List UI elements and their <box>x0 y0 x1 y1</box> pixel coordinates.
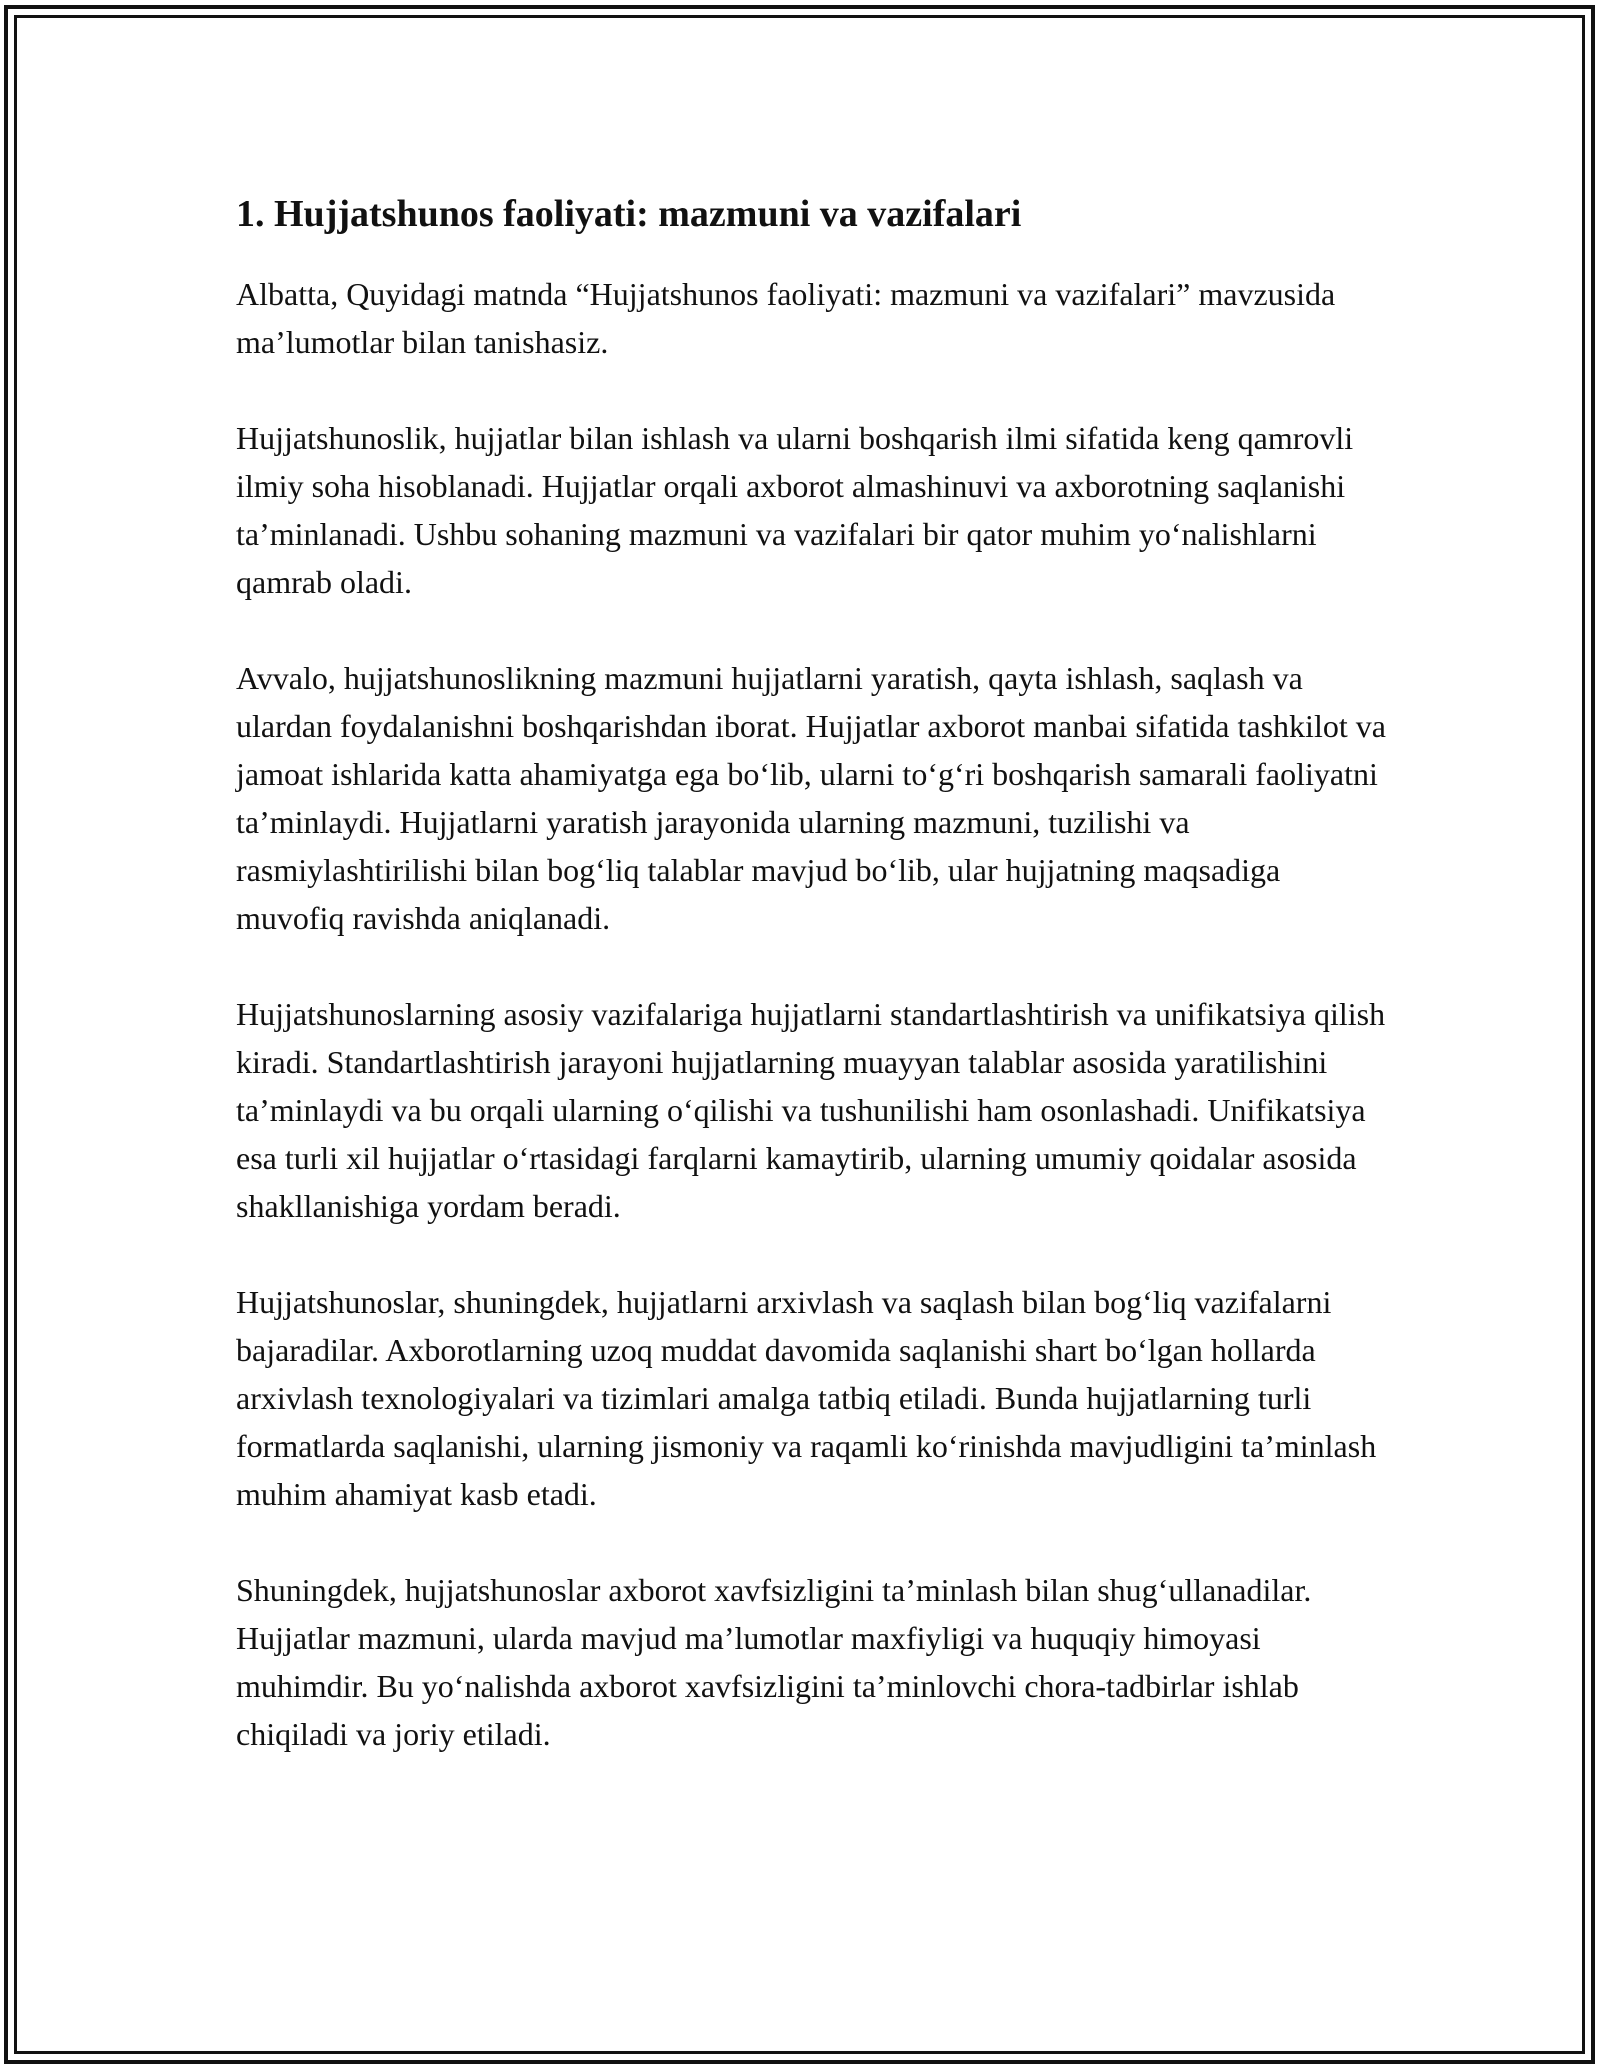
document-body <box>236 188 1386 1806</box>
paragraph-standardization: Hujjatshunoslarning asosiy vazifalariga hujjatlarni standartlashtirish va unifikatsiya qilish kiradi. Standartlashtirish jarayoni hujjatlarning muayyan talablar asosida yaratilishini ta’minlaydi va bu orqali ularning o‘qilishi va tushunilishi ham osonlashadi. Unifikatsiya esa turli xil hujjatlar o‘rtasidagi farqlarni kamaytirib, ularning umumiy qoidalar asosida shakllanishiga yordam beradi. <box>236 996 1386 1224</box>
paragraph-content: Avvalo, hujjatshunoslikning mazmuni hujjatlarni yaratish, qayta ishlash, saqlash va ulardan foydalanishni boshqarishdan iborat. Hujjatlar axborot manbai sifatida tashkilot va jamoat ishlarida katta ahamiyatga ega bo‘lib, ularni to‘g‘ri boshqarish samarali faoliyatni ta’minlaydi. Hujjatlarni yaratish jarayonida ularning mazmuni, tuzilishi va rasmiylashtirilishi bilan bog‘liq talablar mavjud bo‘lib, ular hujjatning maqsadiga muvofiq ravishda aniqlanadi. <box>236 660 1386 936</box>
paragraph-security: Shuningdek, hujjatshunoslar axborot xavfsizligini ta’minlash bilan shug‘ullanadilar. Hujjatlar mazmuni, ularda mavjud ma’lumotlar maxfiyligi va huquqiy himoyasi muhimdir. Bu yo‘nalishda axborot xavfsizligini ta’minlovchi chora-tadbirlar ishlab chiqiladi va joriy etiladi. <box>236 1572 1312 1752</box>
paragraph-definition: Hujjatshunoslik, hujjatlar bilan ishlash va ularni boshqarish ilmi sifatida keng qamrovli ilmiy soha hisoblanadi. Hujjatlar orqali axborot almashinuvi va axborotning saqlanishi ta’minlanadi. Ushbu sohaning mazmuni va vazifalari bir qator muhim yo‘nalishlarni qamrab oladi. <box>236 420 1354 600</box>
paragraph-intro: Albatta, Quyidagi matnda “Hujjatshunos faoliyati: mazmuni va vazifalari” mavzusida ma’lumotlar bilan tanishasiz. <box>236 276 1336 360</box>
paragraph-archiving: Hujjatshunoslar, shuningdek, hujjatlarni arxivlash va saqlash bilan bog‘liq vazifalarni bajaradilar. Axborotlarning uzoq muddat davomida saqlanishi shart bo‘lgan hollarda arxivlash texnologiyalari va tizimlari amalga tatbiq etiladi. Bunda hujjatlarning turli formatlarda saqlanishi, ularning jismoniy va raqamli ko‘rinishda mavjudligini ta’minlash muhim ahamiyat kasb etadi. <box>236 1284 1377 1512</box>
page-title: 1. Hujjatshunos faoliyati: mazmuni va vazifalari <box>236 193 1022 235</box>
